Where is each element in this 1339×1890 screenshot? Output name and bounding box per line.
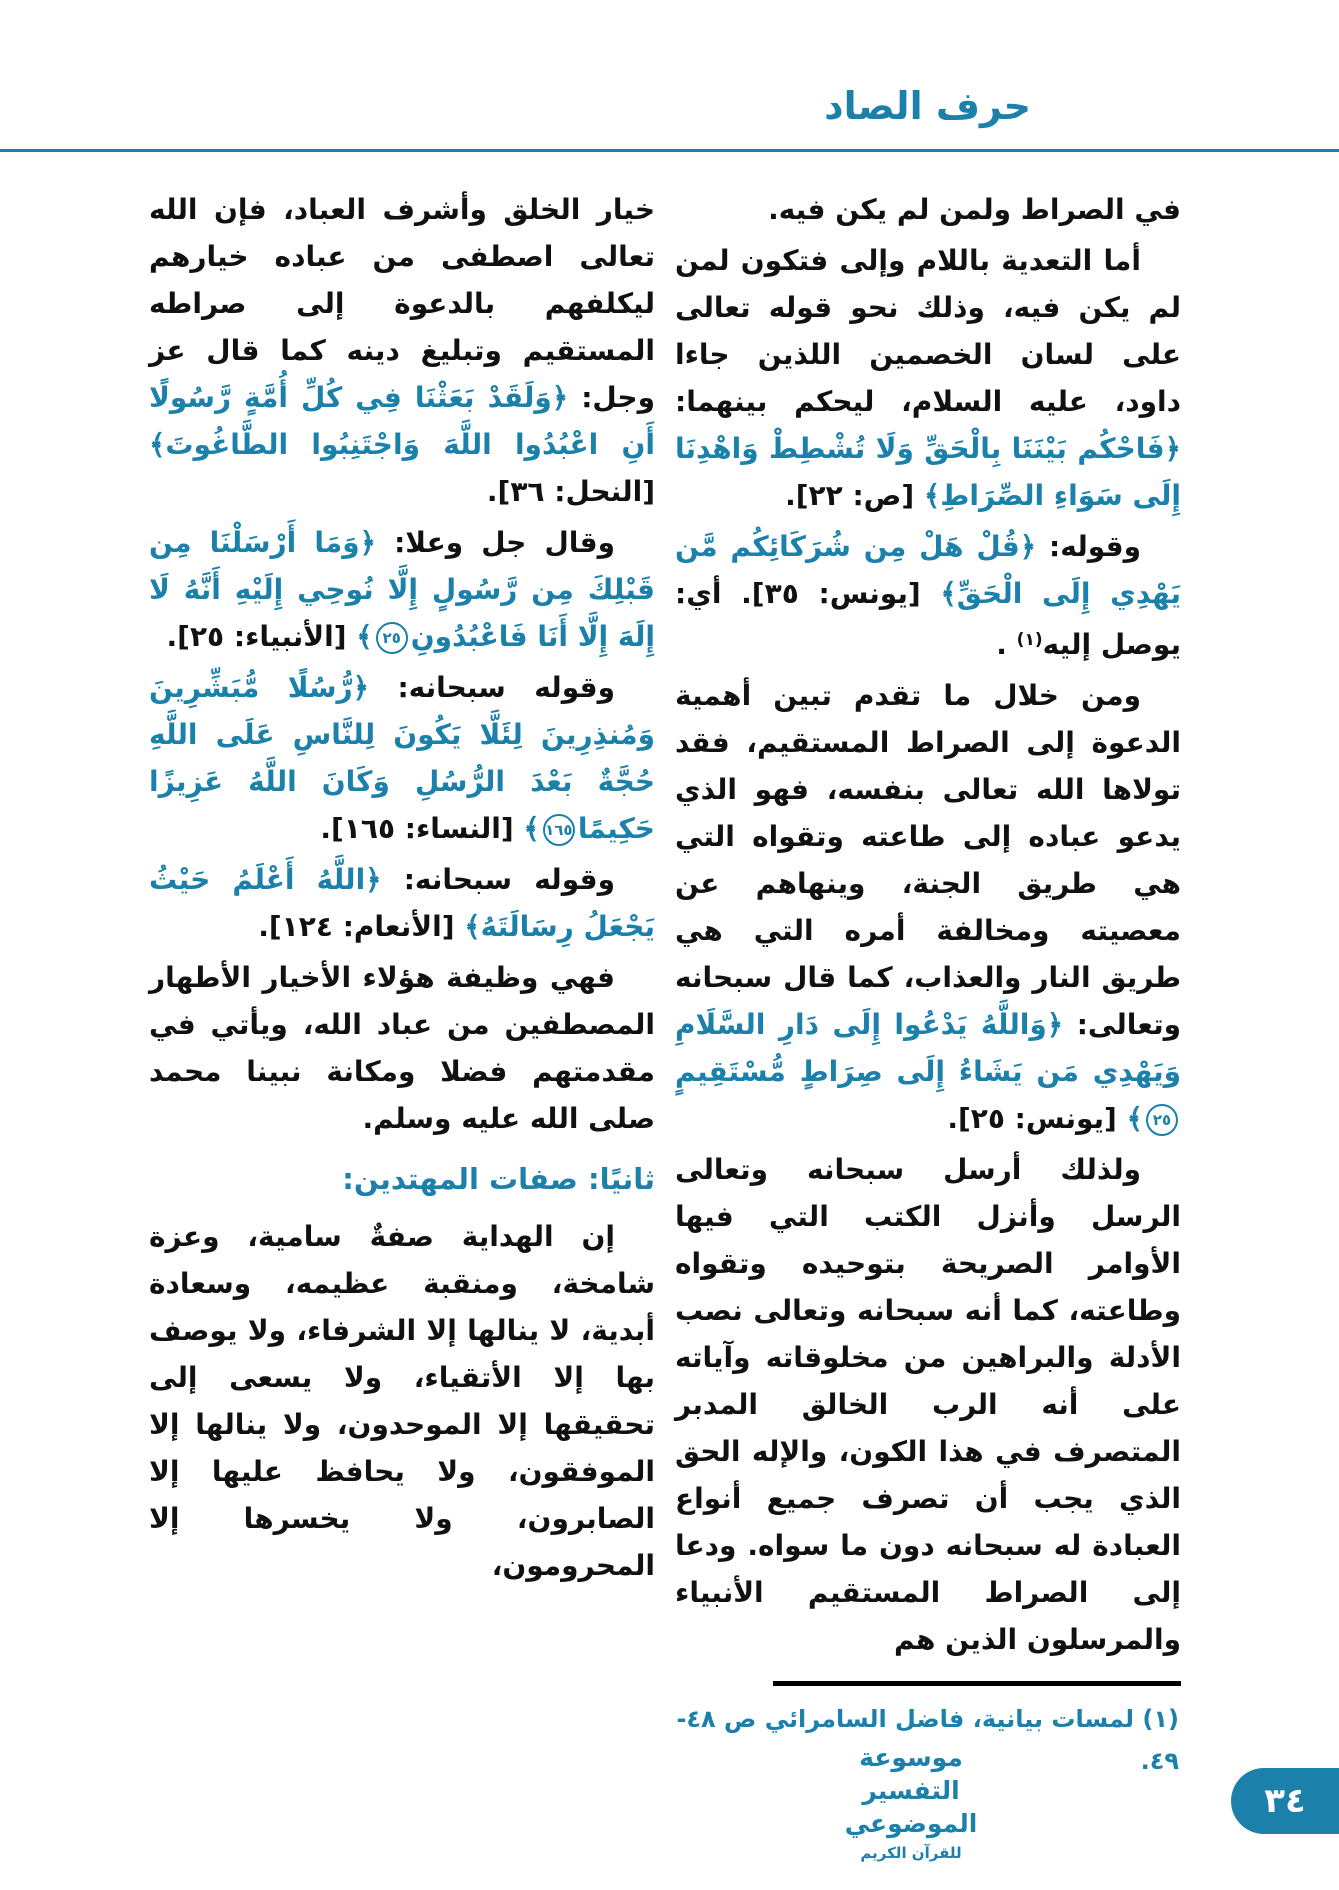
ayah-number-badge: ٢٥ xyxy=(1146,1104,1178,1136)
verse-reference: [الأنعام: ١٢٤]. xyxy=(258,910,465,943)
ayah-number-badge: ١٦٥ xyxy=(543,814,575,846)
quran-verse: ﴿اللَّهُ أَعْلَمُ حَيْثُ يَجْعَلُ رِسَالَتَهُ﴾ xyxy=(149,863,655,943)
ayah-number-badge: ٢٥ xyxy=(376,622,408,654)
quran-verse: ﴿وَمَا أَرْسَلْنَا مِن قَبْلِكَ مِن رَّسُولٍ إِلَّا نُوحِي إِلَيْهِ أَنَّهُ لَا إِلَهَ إِلَّا أَنَا فَاعْبُدُونِ xyxy=(149,526,655,653)
paragraph xyxy=(149,856,655,950)
publisher-logo xyxy=(811,1741,1011,1862)
body-text: فهي وظيفة هؤلاء الأخيار الأطهار المصطفين من عباد الله، ويأتي في مقدمتهم فضلا ومكانة نبينا محمد صلى الله عليه وسلم. xyxy=(149,961,655,1135)
verse-reference: [ص: ٢٢]. xyxy=(785,479,924,512)
body-text: ثانيًا: صفات المهتدين: xyxy=(342,1162,655,1196)
paragraph xyxy=(675,672,1181,1142)
body-text: ولذلك أرسل سبحانه وتعالى الرسل وأنزل الكتب التي فيها الأوامر الصريحة بتوحيده وتقواه وطاعته، كما أنه سبحانه وتعالى نصب الأدلة والبراهين من مخلوقاته وآياته على أنه الرب الخالق المدبر المتصرف في هذا الكون، والإله الحق الذي يجب أن تصرف جميع أنواع العبادة له سبحانه دون ما سواه. ودعا إلى الصراط المستقيم الأنبياء والمرسلون الذين هم xyxy=(675,1153,1181,1656)
publisher-logo-subtitle: للقرآن الكريم xyxy=(860,1844,962,1862)
page-number: ٣٤ xyxy=(1264,1781,1306,1821)
paragraph xyxy=(149,186,655,515)
paragraph xyxy=(675,237,1181,519)
quran-verse: ﴿فَاحْكُم بَيْنَنَا بِالْحَقِّ وَلَا تُشْطِطْ وَاهْدِنَا إِلَى سَوَاءِ الصِّرَاطِ﴾ xyxy=(675,432,1181,512)
body-text: في الصراط ولمن لم يكن فيه. xyxy=(768,193,1181,226)
column-right xyxy=(675,186,1181,1782)
header-divider xyxy=(0,149,1339,152)
footnote-divider xyxy=(773,1681,1181,1686)
body-text: ومن خلال ما تقدم تبين أهمية الدعوة إلى الصراط المستقيم، فقد تولاها الله تعالى بنفسه، فهو الذي يدعو عباده إلى طاعته وتقواه التي هي طريق الجنة، وينهاهم عن معصيته ومخالفة أمره التي هي طريق النار والعذاب، كما قال سبحانه وتعالى: xyxy=(675,679,1181,1041)
column-left xyxy=(149,186,655,1593)
paragraph xyxy=(149,664,655,852)
body-text: أي: يوصل إليه xyxy=(675,577,1181,661)
quran-verse: ﴿وَلَقَدْ بَعَثْنَا فِي كُلِّ أُمَّةٍ رَّسُولًا أَنِ اعْبُدُوا اللَّهَ وَاجْتَنِبُوا الطَّاغُوتَ﴾ xyxy=(149,381,655,461)
body-text: خيار الخلق وأشرف العباد، فإن الله تعالى اصطفى من عباده خيارهم ليكلفهم بالدعوة إلى صراطه المستقيم وتبليغ دينه كما قال عز وجل: xyxy=(149,193,655,414)
chapter-title: حرف الصاد xyxy=(824,84,1031,128)
quran-verse: ﴿قُلْ هَلْ مِن شُرَكَائِكُم مَّن يَهْدِي إِلَى الْحَقِّ﴾ xyxy=(675,530,1181,610)
paragraph xyxy=(149,954,655,1142)
publisher-logo-title: موسوعة التفسير الموضوعي xyxy=(844,1743,978,1838)
body-text: وقوله سبحانه: xyxy=(369,671,615,704)
quran-verse: ﴾ xyxy=(523,812,540,845)
footnote-text: (١) لمسات بيانية، فاضل السامرائي ص ٤٨- ٤٩. xyxy=(676,1705,1179,1775)
column-right-paragraphs xyxy=(675,186,1181,1663)
paragraph xyxy=(149,519,655,660)
body-text: . xyxy=(996,628,1017,661)
verse-reference: [يونس: ٢٥]. xyxy=(947,1102,1127,1135)
verse-reference: [النحل: ٣٦]. xyxy=(486,475,655,508)
quran-verse: ﴿وَاللَّهُ يَدْعُوا إِلَى دَارِ السَّلَامِ وَيَهْدِي مَن يَشَاءُ إِلَى صِرَاطٍ مُّسْتَقِيمٍ xyxy=(675,1008,1181,1088)
body-text: إن الهداية صفةٌ سامية، وعزة شامخة، ومنقبة عظيمه، وسعادة أبدية، لا ينالها إلا الشرفاء، ولا يوصف بها إلا الأتقياء، ولا يسعى إلى تحقيقها إلا الموحدون، ولا ينالها إلا الموفقون، ولا يحافظ عليها إلا الصابرون، ولا يخسرها إلا المحرومون، xyxy=(149,1220,655,1582)
body-text: وقوله: xyxy=(1036,530,1142,563)
footnote-marker: (١) xyxy=(1016,630,1043,650)
paragraph xyxy=(149,1213,655,1589)
body-text: وقوله سبحانه: xyxy=(381,863,615,896)
section-heading xyxy=(149,1156,655,1203)
verse-reference: [الأنبياء: ٢٥]. xyxy=(166,620,357,653)
verse-reference: [النساء: ١٦٥]. xyxy=(320,812,524,845)
page-number-badge xyxy=(1231,1768,1339,1834)
column-left-paragraphs xyxy=(149,186,655,1589)
paragraph xyxy=(675,523,1181,668)
body-text: أما التعدية باللام وإلى فتكون لمن لم يكن فيه، وذلك نحو قوله تعالى على لسان الخصمين اللذين جاءا داود، عليه السلام، ليحكم بينهما: xyxy=(675,244,1181,418)
verse-reference: [يونس: ٣٥]. xyxy=(741,577,941,610)
quran-verse: ﴾ xyxy=(1126,1102,1143,1135)
paragraph xyxy=(675,186,1181,233)
body-text: وقال جل وعلا: xyxy=(376,526,615,559)
quran-verse: ﴿رُّسُلًا مُّبَشِّرِينَ وَمُنذِرِينَ لِئَلَّا يَكُونَ لِلنَّاسِ عَلَى اللَّهِ حُجَّةٌ بَعْدَ الرُّسُلِ وَكَانَ اللَّهُ عَزِيزًا حَكِيمًا xyxy=(149,671,655,845)
quran-verse: ﴾ xyxy=(356,620,373,653)
paragraph xyxy=(675,1146,1181,1663)
page-content xyxy=(149,186,1181,1782)
